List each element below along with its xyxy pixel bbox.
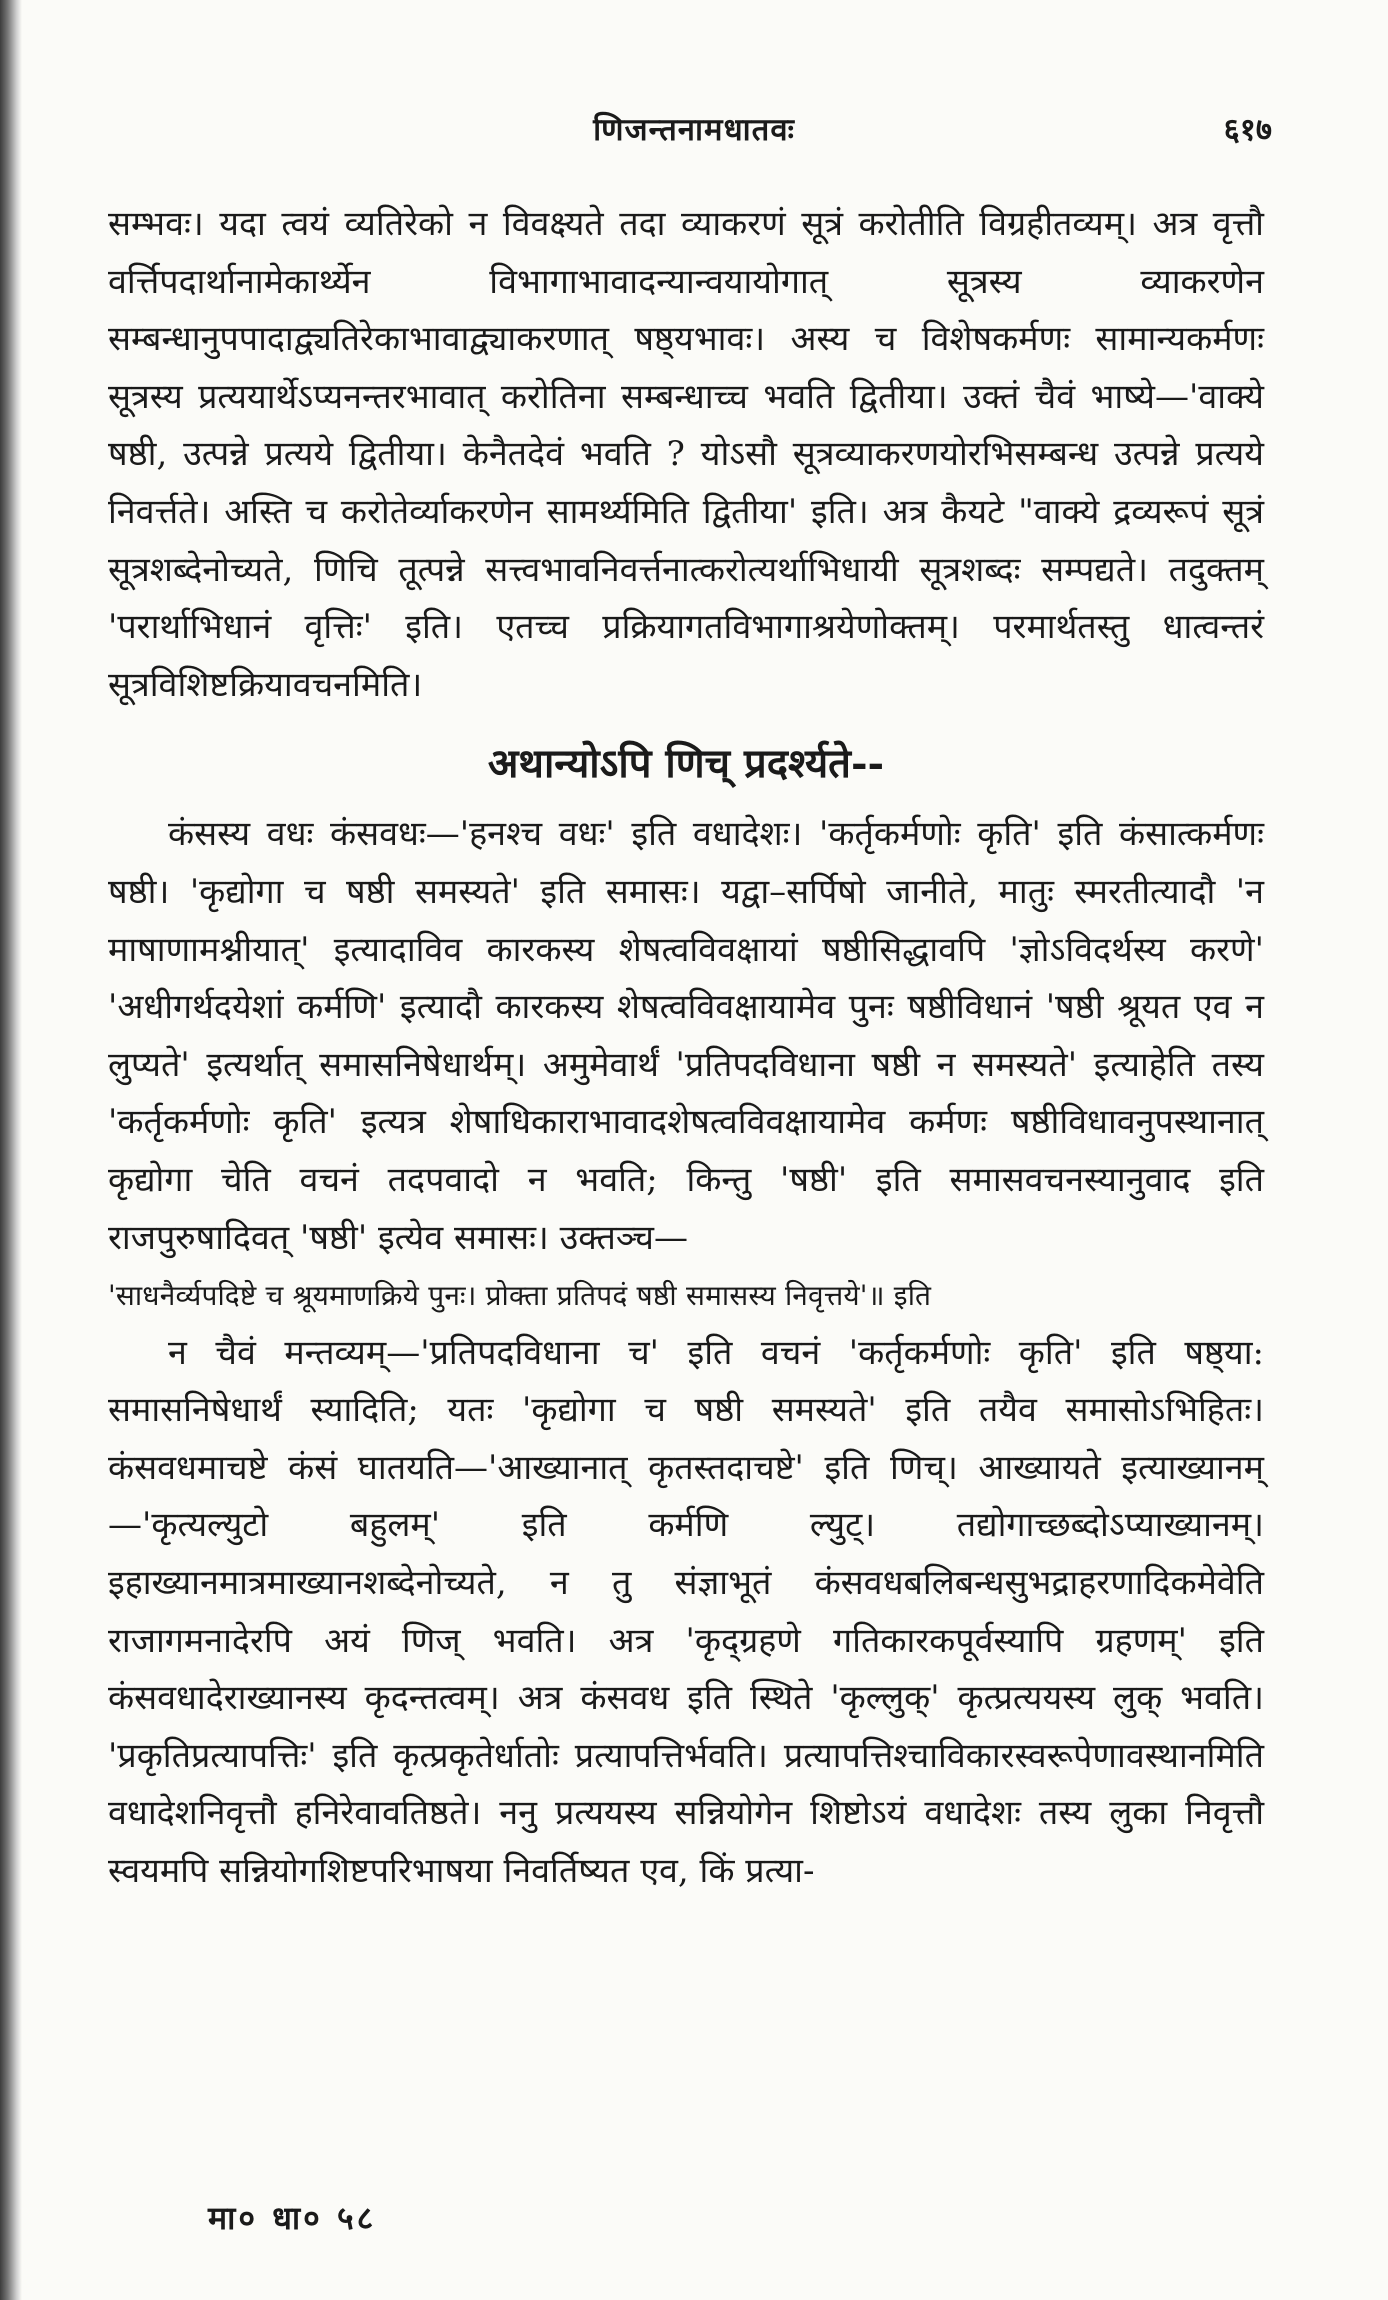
paragraph-discussion: न चैवं मन्तव्यम्—'प्रतिपदविधाना च' इति वचनं 'कर्तृकर्मणोः कृति' इति षष्ठ्या: समासनिषेधार्थं स्यादिति; यतः 'कृद्योगा च षष्ठी समस्यते' इति तयैव समासोऽभिहितः। कंसवधमाचष्टे कंसं घातयति—'आख्यानात् कृतस्तदाचष्टे' इति णिच्। आख्यायते इत्याख्यानम्—'कृत्यल्युटो बहुलम्' इति कर्मणि ल्युट्। तद्योगाच्छब्दोऽप्याख्यानम्। इहाख्यानमात्रमाख्यानशब्देनोच्यते, न तु संज्ञाभूतं कंसवधबलिबन्धसुभद्राहरणादिकमेवेति राजागमनादेरपि अयं णिज् भवति। अत्र 'कृद्ग्रहणे गतिकारकपूर्वस्यापि ग्रहणम्' इति कंसवधादेराख्यानस्य कृदन्तत्वम्। अत्र कंसवध इति स्थिते 'कृल्लुक्' कृत्प्रत्ययस्य लुक् भवति। 'प्रकृतिप्रत्यापत्तिः' इति कृत्प्रकृतेर्धातोः प्रत्यापत्तिर्भवति। प्रत्यापत्तिश्चाविकारस्वरूपेणावस्थानमिति वधादेशनिवृत्तौ हनिरेवावतिष्ठते। ननु प्रत्ययस्य सन्नियोगेन शिष्टोऽयं वधादेशः तस्य लुका निवृत्तौ स्वयमपि सन्नियोगशिष्टपरिभाषया निवर्तिष्यत एव, किं प्रत्या- — [108, 1332, 1264, 1892]
running-head — [0, 100, 1388, 160]
section-heading: अथान्योऽपि णिच् प्रदर्श्यते-- — [487, 740, 885, 788]
page-number: ६१७ — [1223, 112, 1272, 148]
paragraph-continuation: सम्भवः। यदा त्वयं व्यतिरेको न विवक्ष्यते तदा व्याकरणं सूत्रं करोतीति विग्रहीतव्यम्। अत्र वृत्तौ वर्त्तिपदार्थानामेकार्थ्येन विभागाभावादन्यान्वयायोगात् सूत्रस्य व्याकरणेन सम्बन्धानुपपादाद्व्यतिरेकाभावाद्व्याकरणात् षष्ठ्यभावः। अस्य च विशेषकर्मणः सामान्यकर्मणः सूत्रस्य प्रत्ययार्थेऽप्यनन्तरभावात् करोतिना सम्बन्धाच्च भवति द्वितीया। उक्तं चैवं भाष्ये—'वाक्ये षष्ठी, उत्पन्ने प्रत्यये द्वितीया। केनैतदेवं भवति ? योऽसौ सूत्रव्याकरणयोरभिसम्बन्ध उत्पन्ने प्रत्यये निवर्त्तते। अस्ति च करोतेर्व्याकरणेन सामर्थ्यमिति द्वितीया' इति। अत्र कैयटे "वाक्ये द्रव्यरूपं सूत्रं सूत्रशब्देनोच्यते, णिचि तूत्पन्ने सत्त्वभावनिवर्त्तनात्करोत्यर्थाभिधायी सूत्रशब्दः सम्पद्यते। तदुक्तम् 'परार्थाभिधानं वृत्तिः' इति। एतच्च प्रक्रियागतविभागाश्रयेणोक्तम्। परमार्थतस्तु धात्वन्तरं सूत्रविशिष्टक्रियावचनमिति। — [108, 204, 1264, 705]
verse-quotation: 'साधनैर्व्यपदिष्टे च श्रूयमाणक्रिये पुनः। प्रोक्ता प्रतिपदं षष्ठी समासस्य निवृत्तये'॥ इति — [108, 1279, 932, 1313]
paragraph-kamsavadha: कंसस्य वधः कंसवधः—'हनश्च वधः' इति वधादेशः। 'कर्तृकर्मणोः कृति' इति कंसात्कर्मणः षष्ठी। 'कृद्योगा च षष्ठी समस्यते' इति समासः। यद्वा–सर्पिषो जानीते, मातुः स्मरतीत्यादौ 'न माषाणामश्नीयात्' इत्यादाविव कारकस्य शेषत्वविवक्षायां षष्ठीसिद्धावपि 'ज्ञोऽविदर्थस्य करणे' 'अधीगर्थदयेशां कर्मणि' इत्यादौ कारकस्य शेषत्वविवक्षायामेव पुनः षष्ठीविधानं 'षष्ठी श्रूयत एव न लुप्यते' इत्यर्थात् समासनिषेधार्थम्। अमुमेवार्थं 'प्रतिपदविधाना षष्ठी न समस्यते' इत्याहेति तस्य 'कर्तृकर्मणोः कृति' इत्यत्र शेषाधिकाराभावादशेषत्वविवक्षायामेव कर्मणः षष्ठीविधावनुपस्थानात् कृद्योगा चेति वचनं तदपवादो न भवति; किन्तु 'षष्ठी' इति समासवचनस्यानुवाद इति राजपुरुषादिवत् 'षष्ठी' इत्येव समासः। उक्तञ्च— — [108, 814, 1264, 1258]
folio-signature: मा० धा० ५८ — [208, 2199, 377, 2237]
spine-shadow — [0, 0, 22, 2300]
text-block — [108, 196, 1264, 1901]
running-title: णिजन्तनामधातवः — [593, 112, 795, 148]
